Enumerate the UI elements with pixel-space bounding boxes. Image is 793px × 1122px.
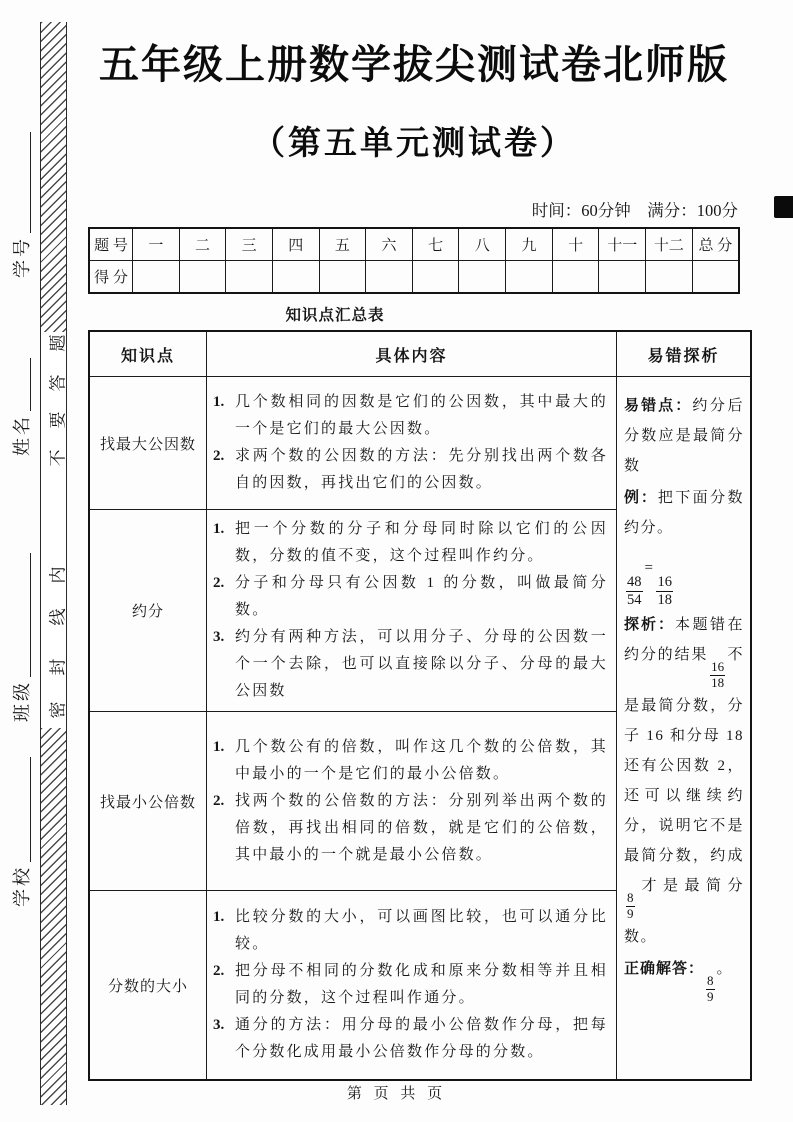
summary-header-row xyxy=(89,331,751,377)
block-text: 把下面分数约分。 xyxy=(624,490,744,536)
fraction-denominator: 18 xyxy=(711,675,725,691)
student-name-label: 姓名 xyxy=(12,414,32,456)
score-header-label-cell: 题 号 xyxy=(89,228,133,261)
score-column-header: 总 分 xyxy=(692,228,739,261)
block-text: 才是最简分数。 xyxy=(624,878,744,946)
school-label: 学校 xyxy=(12,865,32,907)
fraction xyxy=(626,574,643,608)
error-analysis-cell xyxy=(617,377,752,1081)
item-text: 几个数相同的因数是它们的公因数，其中最大的一个是它们的最大公因数。 xyxy=(235,394,608,437)
fraction-numerator: 8 xyxy=(627,890,634,906)
item-number: 1. xyxy=(213,521,225,537)
item-number: 2. xyxy=(213,448,225,464)
score-table-header-row xyxy=(89,228,739,261)
fraction-numerator: 16 xyxy=(711,659,725,675)
score-empty-cell xyxy=(412,261,459,294)
content-item xyxy=(213,516,608,570)
fraction-denominator: 9 xyxy=(627,906,634,922)
fraction-denominator: 18 xyxy=(657,591,672,608)
content-item xyxy=(213,904,608,958)
knowledge-point-cell: 找最小公倍数 xyxy=(89,712,207,891)
page-title: 五年级上册数学拔尖测试卷北师版 xyxy=(99,43,729,87)
knowledge-point-cell: 约分 xyxy=(89,510,207,712)
item-text: 求两个数的公因数的方法：先分别找出两个数各自的因数，再找出它们的公因数。 xyxy=(235,448,608,491)
score-empty-cell xyxy=(226,261,273,294)
content-item xyxy=(213,788,608,869)
content-item xyxy=(213,389,608,443)
score-empty-cell xyxy=(552,261,599,294)
score-empty-cell xyxy=(366,261,413,294)
item-text: 比较分数的大小，可以画图比较，也可以通分比较。 xyxy=(235,909,608,952)
content-item xyxy=(213,734,608,788)
class-label: 班级 xyxy=(12,680,32,722)
score-column-header: 九 xyxy=(506,228,553,261)
fraction-denominator: 9 xyxy=(707,989,714,1005)
seal-character: 答 xyxy=(48,374,68,392)
item-text: 通分的方法：用分母的最小公倍数作分母，把每个分数化成用最小公倍数作分母的分数。 xyxy=(235,1017,608,1060)
item-number: 1. xyxy=(213,738,225,755)
item-number: 2. xyxy=(213,963,225,979)
content-item xyxy=(213,958,608,1012)
content-item xyxy=(213,443,608,497)
score-column-header: 三 xyxy=(226,228,273,261)
time-score-info: 时间：60分钟 满分：100分 xyxy=(531,201,738,220)
item-number: 2. xyxy=(213,575,225,591)
hatch-pattern-top xyxy=(41,22,66,332)
score-empty-cell xyxy=(692,261,739,294)
summary-column-header: 知识点 xyxy=(89,331,207,377)
content-cell xyxy=(207,712,617,891)
summary-table-title: 知识点汇总表 xyxy=(285,307,385,324)
error-analysis-block xyxy=(624,545,744,608)
score-empty-cell xyxy=(459,261,506,294)
score-column-header: 一 xyxy=(133,228,180,261)
summary-column-header: 易错探析 xyxy=(617,331,752,377)
class-blank-line xyxy=(29,553,31,677)
item-text: 把一个分数的分子和分母同时除以它们的公因数，分数的值不变，这个过程叫作约分。 xyxy=(235,521,608,564)
score-column-header: 十二 xyxy=(646,228,693,261)
item-number: 2. xyxy=(213,792,225,809)
block-prefix: 易错点： xyxy=(624,398,693,414)
score-empty-cell xyxy=(272,261,319,294)
block-prefix: 例： xyxy=(624,490,658,506)
student-id-label: 学号 xyxy=(12,236,32,278)
student-name-blank-line xyxy=(29,358,31,411)
error-analysis-block xyxy=(624,954,744,1005)
item-number: 3. xyxy=(213,1017,225,1033)
summary-table-wrap xyxy=(88,330,752,1081)
summary-column-header: 具体内容 xyxy=(207,331,617,377)
fraction xyxy=(626,891,635,922)
score-column-header: 十 xyxy=(552,228,599,261)
content-cell xyxy=(207,510,617,712)
student-id-blank-line xyxy=(29,132,31,233)
block-text: 约分后分数应是最简分数 xyxy=(624,398,744,474)
knowledge-point-cell: 分数的大小 xyxy=(89,891,207,1081)
score-empty-cell xyxy=(599,261,646,294)
knowledge-summary-table xyxy=(88,330,752,1081)
page-footer: 第 页 共 页 xyxy=(346,1086,447,1102)
class-field xyxy=(8,553,34,722)
item-text: 几个数公有的倍数，叫作这几个数的公倍数，其中最小的一个是它们的最小公倍数。 xyxy=(235,738,608,782)
score-column-header: 五 xyxy=(319,228,366,261)
seal-character: 密 xyxy=(48,701,68,719)
content-cell xyxy=(207,377,617,510)
fraction-numerator: 8 xyxy=(707,973,714,989)
item-text: 找两个数的公倍数的方法：分别列举出两个数的倍数，再找出相同的倍数，就是它们的公倍数，其中最小的一个就是最小公倍数。 xyxy=(235,792,608,863)
summary-row xyxy=(89,377,751,510)
block-text: 不是最简分数，分子 16 和分母 18 还有公因数 2，还可以继续约分，说明它不是最简分数，约成 xyxy=(624,647,744,865)
seal-character: 线 xyxy=(48,608,68,626)
fraction xyxy=(656,574,673,608)
content-item xyxy=(213,1012,608,1066)
seal-character: 内 xyxy=(48,566,68,584)
school-blank-line xyxy=(29,757,31,862)
score-empty-cell xyxy=(646,261,693,294)
seal-line-band xyxy=(40,22,67,1105)
student-name-field xyxy=(8,358,34,456)
content-cell xyxy=(207,891,617,1081)
fraction-numerator: 48 xyxy=(627,574,642,590)
seal-character: 要 xyxy=(48,411,68,429)
block-text: = xyxy=(644,560,655,576)
hatch-pattern-bottom xyxy=(41,728,66,1105)
school-field xyxy=(8,757,34,907)
score-column-header: 六 xyxy=(366,228,413,261)
score-column-header: 十一 xyxy=(599,228,646,261)
fraction xyxy=(706,974,715,1005)
scan-artifact-mark xyxy=(774,196,793,218)
content-item xyxy=(213,624,608,705)
score-row-label-cell: 得 分 xyxy=(89,261,133,294)
block-text: 。 xyxy=(716,961,734,978)
item-text: 分子和分母只有公因数 1 的分数，叫做最简分数。 xyxy=(235,575,608,618)
item-number: 1. xyxy=(213,394,225,410)
fraction-denominator: 54 xyxy=(627,591,642,608)
block-prefix: 正确解答： xyxy=(624,961,705,978)
seal-character: 封 xyxy=(48,658,68,676)
block-prefix: 探析： xyxy=(624,617,675,634)
score-empty-cell xyxy=(133,261,180,294)
seal-character: 不 xyxy=(48,449,68,467)
error-analysis-block xyxy=(624,483,744,543)
score-empty-cell xyxy=(506,261,553,294)
score-empty-cell xyxy=(179,261,226,294)
seal-character: 题 xyxy=(48,334,68,352)
score-empty-cell xyxy=(319,261,366,294)
score-column-header: 八 xyxy=(459,228,506,261)
score-column-header: 四 xyxy=(272,228,319,261)
score-table-wrap xyxy=(88,227,740,294)
score-table xyxy=(88,227,740,294)
block-text: 本题错在约分的结果 xyxy=(624,617,744,664)
error-analysis-block xyxy=(624,391,744,481)
item-number: 1. xyxy=(213,909,225,925)
score-table-score-row xyxy=(89,261,739,294)
error-analysis-block xyxy=(624,610,744,952)
item-number: 3. xyxy=(213,629,225,645)
score-column-header: 七 xyxy=(412,228,459,261)
student-id-field xyxy=(8,132,34,278)
score-column-header: 二 xyxy=(179,228,226,261)
knowledge-point-cell: 找最大公因数 xyxy=(89,377,207,510)
page-subtitle: （第五单元测试卷） xyxy=(252,124,576,161)
item-text: 约分有两种方法，可以用分子、分母的公因数一个一个去除，也可以直接除以分子、分母的最大公因数 xyxy=(235,629,608,699)
content-item xyxy=(213,570,608,624)
fraction xyxy=(710,660,725,691)
fraction-numerator: 16 xyxy=(657,574,672,590)
item-text: 把分母不相同的分数化成和原来分数相等并且相同的分数，这个过程叫作通分。 xyxy=(235,963,608,1006)
